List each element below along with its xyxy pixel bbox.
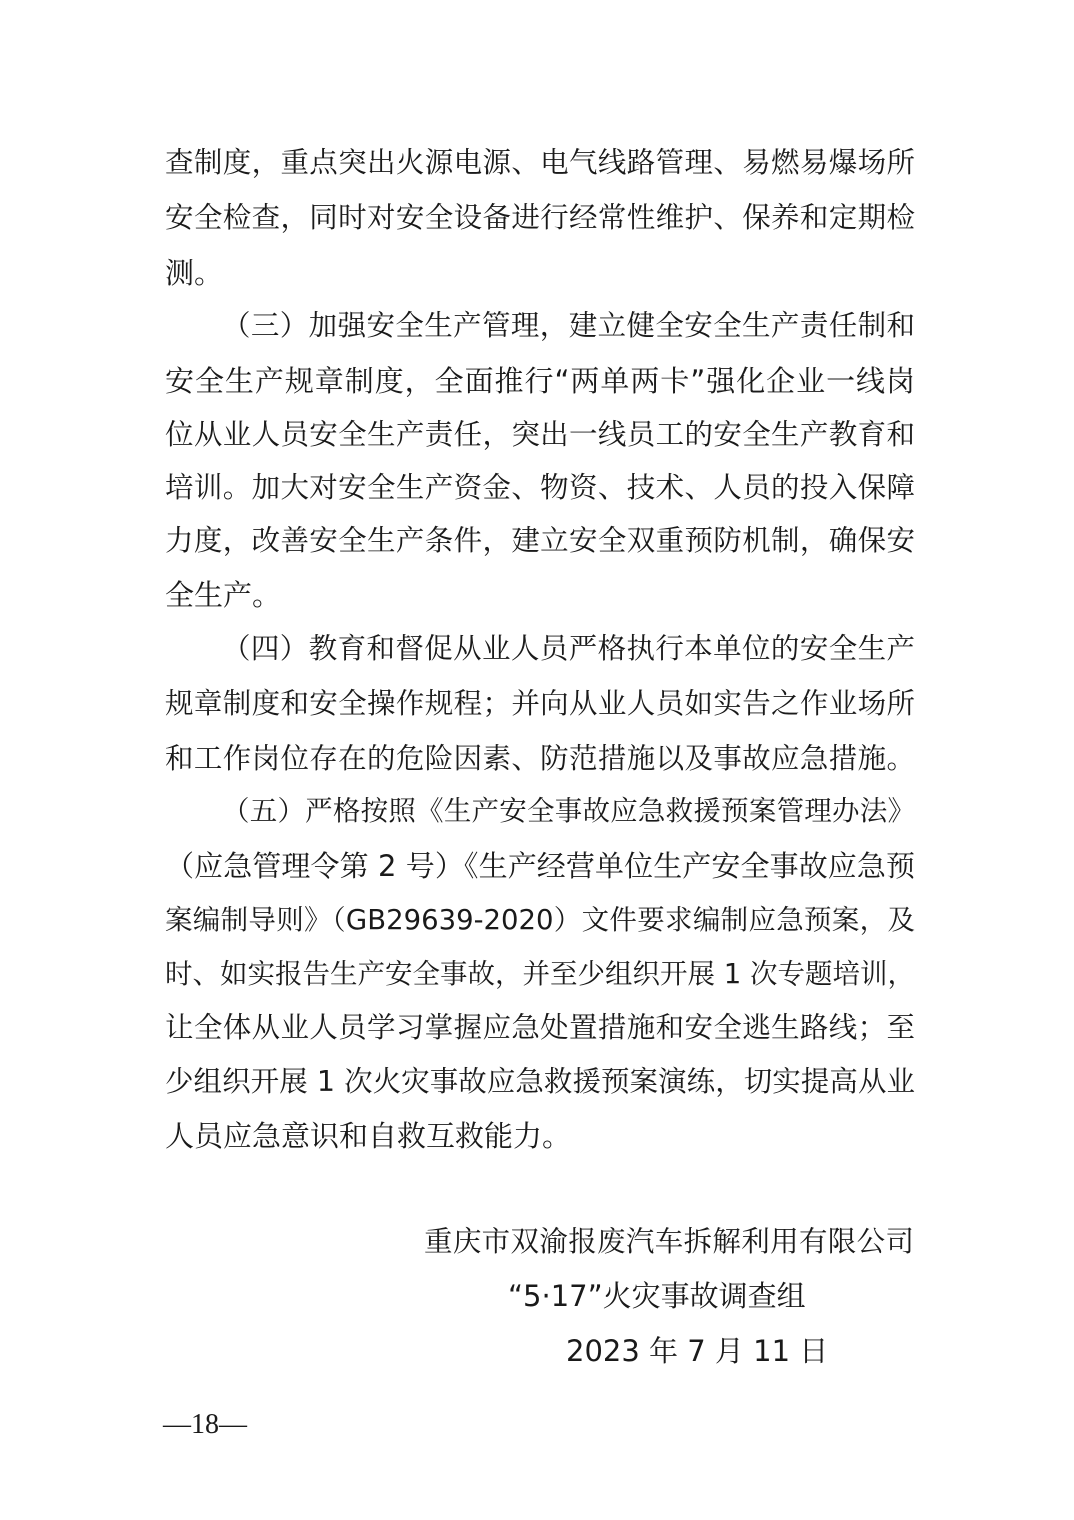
body-line: 力度，改善安全生产条件，建立安全双重预防机制，确保安 [165, 524, 915, 557]
body-line: 测。 [165, 256, 224, 290]
body-line: 时、如实报告生产安全事故，并至少组织开展 1 次专题培训， [165, 958, 915, 990]
body-line: （应急管理令第 2 号）《生产经营单位生产安全事故应急预 [165, 849, 915, 883]
signature-company: 重庆市双渝报废汽车拆解利用有限公司 [424, 1225, 914, 1258]
body-line: 安全生产规章制度，全面推行“两单两卡”强化企业一线岗 [165, 364, 915, 398]
body-line: 让全体从业人员学习掌握应急处置措施和安全逃生路线；至 [165, 1011, 915, 1044]
body-line: 培训。加大对安全生产资金、物资、技术、人员的投入保障 [165, 471, 915, 504]
body-line: 少组织开展 1 次火灾事故应急救援预案演练，切实提高从业 [165, 1065, 915, 1098]
body-line: 规章制度和安全操作规程；并向从业人员如实告之作业场所 [165, 687, 915, 720]
body-line: 查制度，重点突出火源电源、电气线路管理、易燃易爆场所 [165, 146, 915, 179]
paragraph-three-first-line: （三）加强安全生产管理，建立健全安全生产责任制和 [222, 309, 915, 342]
body-line: 位从业人员安全生产责任，突出一线员工的安全生产教育和 [165, 418, 915, 451]
signature-date: 2023 年 7 月 11 日 [566, 1334, 829, 1368]
body-line: 安全检查，同时对安全设备进行经常性维护、保养和定期检 [165, 201, 915, 234]
body-line: 案编制导则》（GB29639-2020）文件要求编制应急预案，及 [165, 904, 915, 936]
body-line: 人员应急意识和自救互救能力。 [165, 1119, 572, 1153]
signature-investigation-group: “5·17”火灾事故调查组 [508, 1279, 806, 1313]
page-number: —18— [163, 1409, 247, 1440]
body-line: 和工作岗位存在的危险因素、防范措施以及事故应急措施。 [165, 742, 915, 775]
paragraph-four-first-line: （四）教育和督促从业人员严格执行本单位的安全生产 [222, 632, 915, 665]
body-line: 全生产。 [165, 578, 282, 612]
paragraph-five-first-line: （五）严格按照《生产安全事故应急救援预案管理办法》 [222, 795, 915, 827]
